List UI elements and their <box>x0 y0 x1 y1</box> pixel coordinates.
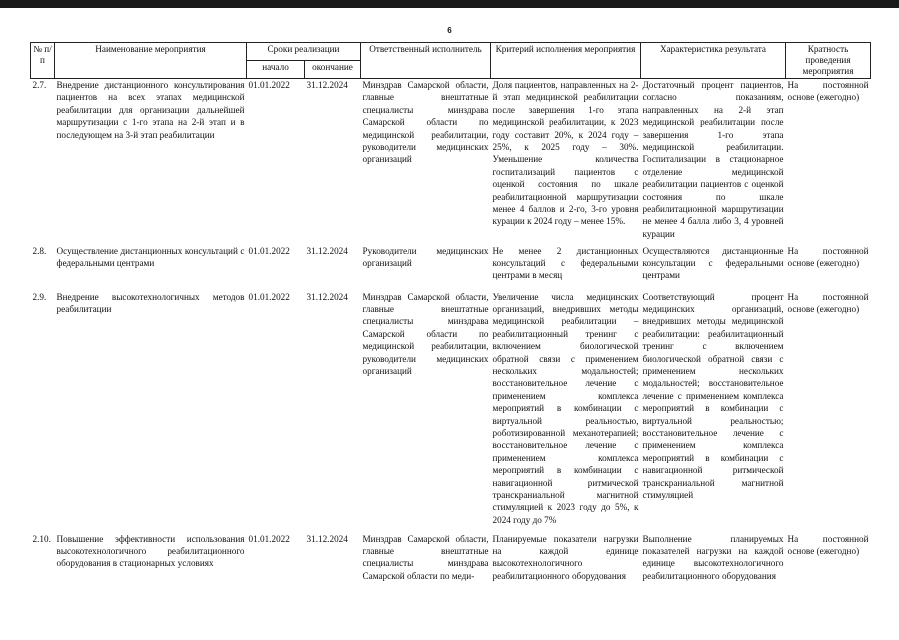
row-frequency: На постоянной основе (ежегодно) <box>787 533 869 556</box>
row-end: 31.12.2024 <box>306 245 348 256</box>
row-result: Соответствующий процент медицинских организаций, внедривших методы медицинской реабилитации: реабилитационный тренинг с включением биологической обратной связи с применением нескольких модальностей; восстановительное лечение с применением комплекса мероприятий в комбинации с виртуальной реальностью; восстановительное лечение с применением комплекса мероприятий в комбинации с навигационной ритмической транскраниальной магнитной стимуляцией <box>642 291 784 500</box>
row-executor: Минздрав Самарской области, главные внештатные специалисты минздрава Самарской области по медицинской реабилитации, руководители медицинских организаций <box>362 291 489 376</box>
table-row <box>31 533 871 583</box>
row-start: 01.01.2022 <box>248 245 290 256</box>
row-frequency: На постоянной основе (ежегодно) <box>787 80 869 103</box>
activities-table <box>30 42 871 582</box>
table-row <box>31 79 871 245</box>
header-name: Наименование мероприятия <box>55 43 247 79</box>
table-header <box>31 43 871 79</box>
row-name: Осуществление дистанционных консультаций с федеральными центрами <box>56 245 245 268</box>
header-result: Характеристика результата <box>641 43 786 79</box>
table-row <box>31 245 871 291</box>
row-frequency: На постоянной основе (ежегодно) <box>787 291 869 314</box>
header-end: окончание <box>305 61 361 79</box>
row-name: Повышение эффективности использования высокотехнологичного реабилитационного оборудования в стационарных условиях <box>56 533 245 569</box>
table-row <box>31 291 871 533</box>
header-terms: Сроки реализации <box>247 43 361 61</box>
page-number: 6 <box>447 26 452 35</box>
header-criterion: Критерий исполнения мероприятия <box>491 43 641 79</box>
row-criterion: Планируемые показатели нагрузки на каждой единице высокотехнологичного реабилитационного оборудования <box>492 533 639 581</box>
row-start: 01.01.2022 <box>248 291 290 302</box>
row-result: Достаточный процент пациентов, согласно показаниям, направленных на 2-й этап медицинской реабилитации после завершения 1-го этапа медицинской реабилитации. Госпитализации в стационарное отделение медицинской реабилитации пациентов с оценкой состояния по шкале реабилитационной маршрутизации не менее 4 балла либо 3, 4 уровней курации <box>642 80 784 239</box>
header-start: начало <box>247 61 305 79</box>
row-start: 01.01.2022 <box>248 80 290 90</box>
row-num: 2.10. <box>32 533 51 544</box>
row-num: 2.9. <box>32 291 47 302</box>
row-name: Внедрение высокотехнологичных методов реабилитации <box>56 291 245 314</box>
row-end: 31.12.2024 <box>306 533 348 544</box>
header-frequency: Кратность проведения мероприятия <box>786 43 871 79</box>
row-executor: Руководители медицинских организаций <box>362 245 489 268</box>
row-start: 01.01.2022 <box>248 533 290 544</box>
header-executor: Ответственный исполнитель <box>361 43 491 79</box>
row-num: 2.8. <box>32 245 47 256</box>
row-end: 31.12.2024 <box>306 80 348 90</box>
page-top-border <box>0 0 899 8</box>
row-executor: Минздрав Самарской области, главные внештатные специалисты минздрава Самарской области по медицинской реабилитации, руководители медицинских организаций <box>362 80 489 165</box>
row-criterion: Не менее 2 дистанционных консультаций с федеральными центрами в месяц <box>492 245 639 281</box>
row-criterion: Доля пациентов, направленных на 2-й этап медицинской реабилитации после завершения 1-го этапа медицинской реабилитации, к 2023 году составит 20%, к 2024 году – 25%, к 2025 году – 30%. Уменьшение количества госпитализаций пациентов с оценкой состояния по шкале реабилитационной маршрутизации менее 4 баллов и 2-го, 3-го уровня курации к 2024 году – менее 15%. <box>492 80 639 227</box>
row-num: 2.7. <box>32 80 47 90</box>
row-criterion: Увеличение числа медицинских организаций, внедривших методы медицинской реабилитации – реабилитационный тренинг с включением биологической обратной связи с применением нескольких модальностей; восстановительное лечение с применением комплекса мероприятий в комбинации с виртуальной реальностью, роботизированной механотерапией; восстановительное лечение с применением комплекса мероприятий в комбинации с навигационной ритмической транскраниальной магнитной стимуляцией к 2023 году до 5%, к 2024 году до 7% <box>492 291 639 525</box>
row-frequency: На постоянной основе (ежегодно) <box>787 245 869 268</box>
row-result: Выполнение планируемых показателей нагрузки на каждой единице высокотехнологичного реабилитационного оборудования <box>642 533 784 581</box>
row-result: Осуществляются дистанционные консультации с федеральными центрами <box>642 245 784 281</box>
row-name: Внедрение дистанционного консультирования пациентов на всех этапах медицинской реабилитации для организации дальнейшей маршрутизации с 1-го этапа на 2-й этап и в последующем на 3-й этап реабилитации <box>56 80 245 140</box>
header-num: № п/п <box>31 43 55 79</box>
row-end: 31.12.2024 <box>306 291 348 302</box>
row-executor: Минздрав Самарской области, главные внештатные специалисты минздрава Самарской области по меди- <box>362 533 489 581</box>
